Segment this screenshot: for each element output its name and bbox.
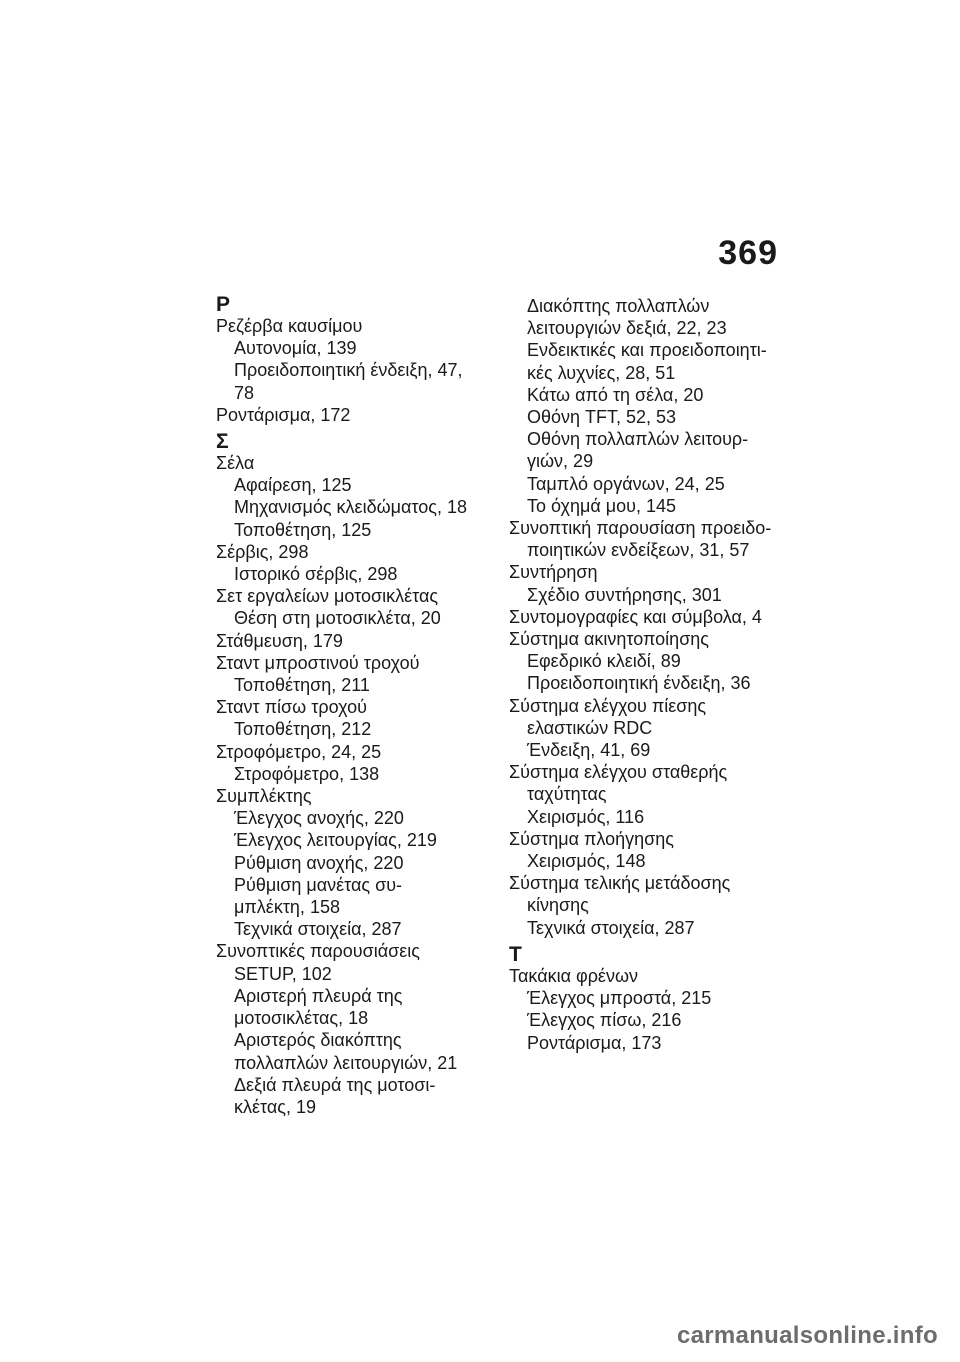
index-subentry: Τοποθέτηση, 211 bbox=[234, 675, 370, 696]
index-entry: Σύστημα ελέγχου σταθερής bbox=[509, 762, 728, 783]
index-subentry: Τοποθέτηση, 125 bbox=[234, 519, 372, 540]
index-subentry: Αφαίρεση, 125 bbox=[234, 475, 352, 496]
index-entry: Ροντάρισμα, 172 bbox=[216, 404, 351, 425]
section-letter: Ρ bbox=[216, 293, 231, 316]
index-subentry: Ιστορικό σέρβις, 298 bbox=[234, 564, 398, 585]
index-subentry: κές λυχνίες, 28, 51 bbox=[527, 362, 676, 383]
index-subentry: κλέτας, 19 bbox=[234, 1096, 316, 1117]
index-subentry: Τεχνικά στοιχεία, 287 bbox=[527, 917, 695, 938]
index-subentry: κίνησης bbox=[527, 895, 589, 916]
index-subentry: Αριστερός διακόπτης bbox=[234, 1030, 402, 1051]
index-subentry: μπλέκτη, 158 bbox=[234, 897, 340, 918]
index-subentry: Τεχνικά στοιχεία, 287 bbox=[234, 919, 402, 940]
index-entry: Σέρβις, 298 bbox=[216, 541, 309, 562]
index-subentry: Έλεγχος λειτουργίας, 219 bbox=[234, 830, 437, 851]
index-subentry: Διακόπτης πολλαπλών bbox=[527, 296, 710, 316]
index-subentry: Χειρισμός, 116 bbox=[527, 806, 645, 827]
index-subentry: λειτουργιών δεξιά, 22, 23 bbox=[527, 318, 727, 339]
index-entry: Στάθμευση, 179 bbox=[216, 630, 343, 651]
index-subentry: Ρύθμιση ανοχής, 220 bbox=[234, 852, 404, 873]
index-subentry: Έλεγχος ανοχής, 220 bbox=[234, 808, 404, 829]
index-subentry: Αυτονομία, 139 bbox=[234, 338, 357, 359]
index-subentry: Έλεγχος μπροστά, 215 bbox=[527, 988, 712, 1009]
index-entry: Σετ εργαλείων μοτοσικλέτας bbox=[216, 586, 439, 607]
index-subentry: Δεξιά πλευρά της μοτοσι- bbox=[234, 1074, 436, 1095]
index-entry: Συντήρηση bbox=[509, 562, 598, 583]
index-subentry: Χειρισμός, 148 bbox=[527, 851, 646, 872]
index-entry: Συντομογραφίες και σύμβολα, 4 bbox=[509, 606, 762, 627]
index-entry: Σέλα bbox=[216, 453, 255, 474]
index-entry: Συνοπτική παρουσίαση προειδο- bbox=[509, 518, 772, 539]
index-entry: Συμπλέκτης bbox=[216, 786, 312, 807]
index-entry: Στροφόμετρο, 24, 25 bbox=[216, 741, 382, 762]
index-subentry: Εφεδρικό κλειδί, 89 bbox=[527, 651, 681, 672]
index-entry: Σταντ μπροστινού τροχού bbox=[216, 652, 420, 673]
index-subentry: Προειδοποιητική ένδειξη, 47, bbox=[234, 360, 463, 381]
section-letter: Τ bbox=[509, 942, 522, 966]
index-subentry: Οθόνη TFT, 52, 53 bbox=[527, 407, 677, 428]
index-subentry: μοτοσικλέτας, 18 bbox=[234, 1008, 369, 1029]
index-subentry: ταχύτητας bbox=[527, 784, 607, 805]
index-subentry: Αριστερή πλευρά της bbox=[234, 985, 403, 1006]
index-subentry: 78 bbox=[234, 382, 255, 403]
index-subentry: Έλεγχος πίσω, 216 bbox=[527, 1010, 682, 1031]
watermark-text: carmanualsonline.info bbox=[676, 1322, 938, 1349]
index-entry: Σύστημα τελικής μετάδοσης bbox=[509, 873, 731, 894]
index-entry: Σταντ πίσω τροχού bbox=[216, 697, 367, 718]
index-subentry: ελαστικών RDC bbox=[527, 717, 653, 738]
index-subentry: γιών, 29 bbox=[527, 451, 594, 472]
index-subentry: Τοποθέτηση, 212 bbox=[234, 719, 372, 740]
section-letter: Σ bbox=[216, 430, 229, 454]
index-subentry: Ρύθμιση μανέτας συ- bbox=[234, 874, 403, 895]
index-subentry: ποιητικών ενδείξεων, 31, 57 bbox=[527, 540, 750, 561]
index-entry: Ρεζέρβα καυσίμου bbox=[216, 316, 363, 336]
index-subentry: Ταμπλό οργάνων, 24, 25 bbox=[527, 473, 725, 494]
index-subentry: Στροφόμετρο, 138 bbox=[234, 763, 380, 784]
index-subentry: Κάτω από τη σέλα, 20 bbox=[527, 384, 704, 405]
page-number: 369 bbox=[718, 234, 778, 272]
index-entry: Τακάκια φρένων bbox=[509, 965, 639, 986]
index-subentry: Θέση στη μοτοσικλέτα, 20 bbox=[234, 608, 441, 629]
index-subentry: Μηχανισμός κλειδώματος, 18 bbox=[234, 497, 467, 518]
index-subentry: Ένδειξη, 41, 69 bbox=[527, 740, 651, 761]
index-subentry: SETUP, 102 bbox=[234, 963, 332, 984]
index-subentry: Ενδεικτικές και προειδοποιητι- bbox=[527, 340, 767, 361]
index-subentry: Προειδοποιητική ένδειξη, 36 bbox=[527, 673, 751, 694]
index-entry: Σύστημα ακινητοποίησης bbox=[509, 629, 709, 650]
index-column-right bbox=[509, 295, 771, 1054]
index-entry: Συνοπτικές παρουσιάσεις bbox=[216, 941, 420, 962]
index-subentry: Το όχημά μου, 145 bbox=[527, 495, 677, 516]
index-entry: Σύστημα ελέγχου πίεσης bbox=[509, 695, 707, 716]
index-subentry: Σχέδιο συντήρησης, 301 bbox=[527, 584, 722, 605]
index-subentry: Ροντάρισμα, 173 bbox=[527, 1032, 662, 1053]
index-column-left bbox=[216, 295, 478, 1118]
index-subentry: πολλαπλών λειτουργιών, 21 bbox=[234, 1052, 458, 1073]
index-subentry: Οθόνη πολλαπλών λειτουρ- bbox=[527, 429, 749, 450]
index-entry: Σύστημα πλοήγησης bbox=[509, 828, 674, 849]
